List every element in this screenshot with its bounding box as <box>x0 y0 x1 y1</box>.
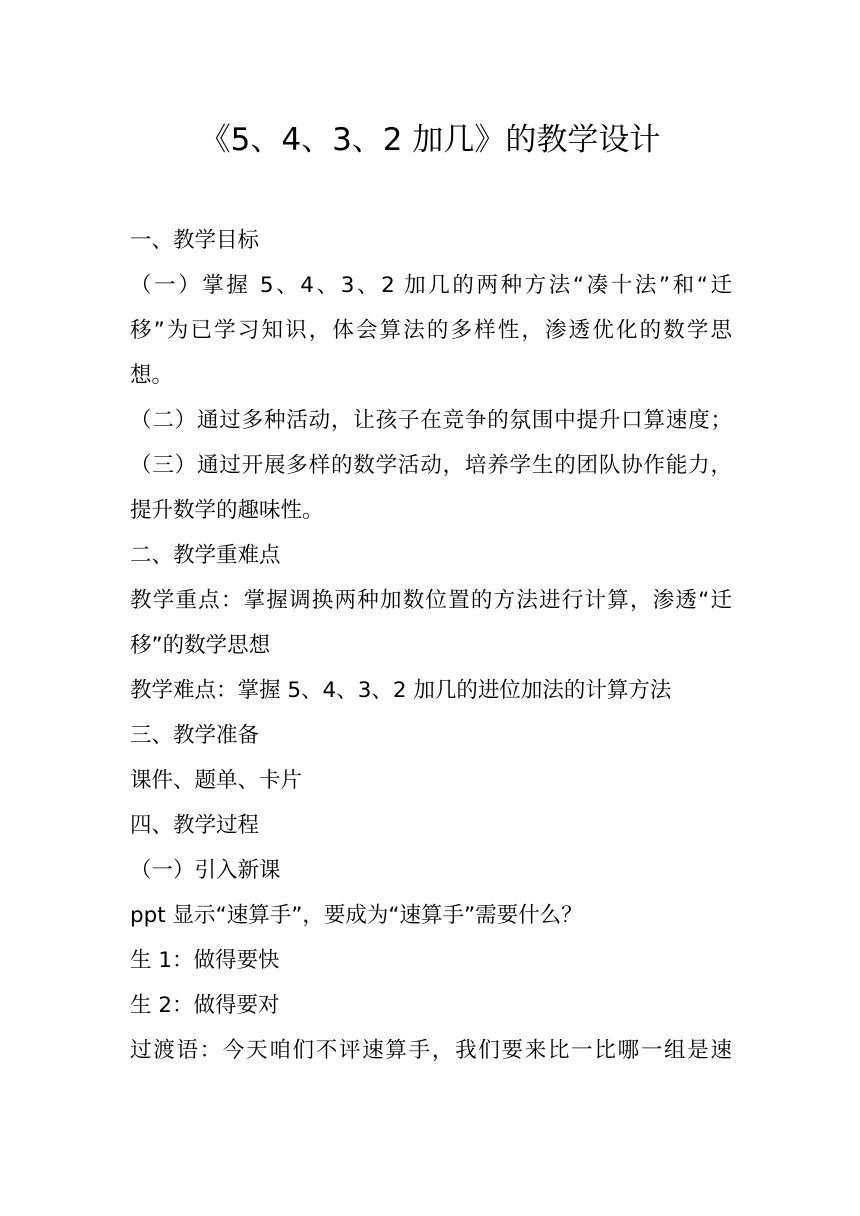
paragraph-line: （一）掌握 5、4、3、2 加几的两种方法“凑十法”和“迁 <box>130 273 732 298</box>
paragraph-line: 教学难点：掌握 5、4、3、2 加几的进位加法的计算方法 <box>130 678 672 703</box>
section-heading-goals: 一、教学目标 <box>130 228 260 253</box>
document-title: 《5、4、3、2 加几》的教学设计 <box>199 122 661 158</box>
section-heading-preparation: 三、教学准备 <box>130 723 260 748</box>
subsection-heading-intro: （一）引入新课 <box>130 858 281 883</box>
paragraph-line: 提升数学的趣味性。 <box>130 498 324 523</box>
paragraph-line: 课件、题单、卡片 <box>130 768 303 793</box>
paragraph-line: 移”为已学习知识，体会算法的多样性，渗透优化的数学思 <box>130 318 732 343</box>
paragraph-line: 想。 <box>130 363 174 388</box>
paragraph-line: （三）通过开展多样的数学活动，培养学生的团队协作能力， <box>130 453 732 478</box>
paragraph-line: 教学重点：掌握调换两种加数位置的方法进行计算，渗透“迁 <box>130 588 732 613</box>
paragraph-line: 生 2：做得要对 <box>130 993 280 1018</box>
paragraph-line: 生 1：做得要快 <box>130 948 280 973</box>
paragraph-line: （二）通过多种活动，让孩子在竞争的氛围中提升口算速度； <box>130 408 732 433</box>
paragraph-line: 过渡语：今天咱们不评速算手，我们要来比一比哪一组是速 <box>130 1038 732 1063</box>
section-heading-key-points: 二、教学重难点 <box>130 543 281 568</box>
document-body <box>130 218 732 1073</box>
section-heading-process: 四、教学过程 <box>130 813 260 838</box>
paragraph-line: 移”的数学思想 <box>130 633 271 658</box>
paragraph-line: ppt 显示“速算手”，要成为“速算手”需要什么？ <box>130 903 583 928</box>
